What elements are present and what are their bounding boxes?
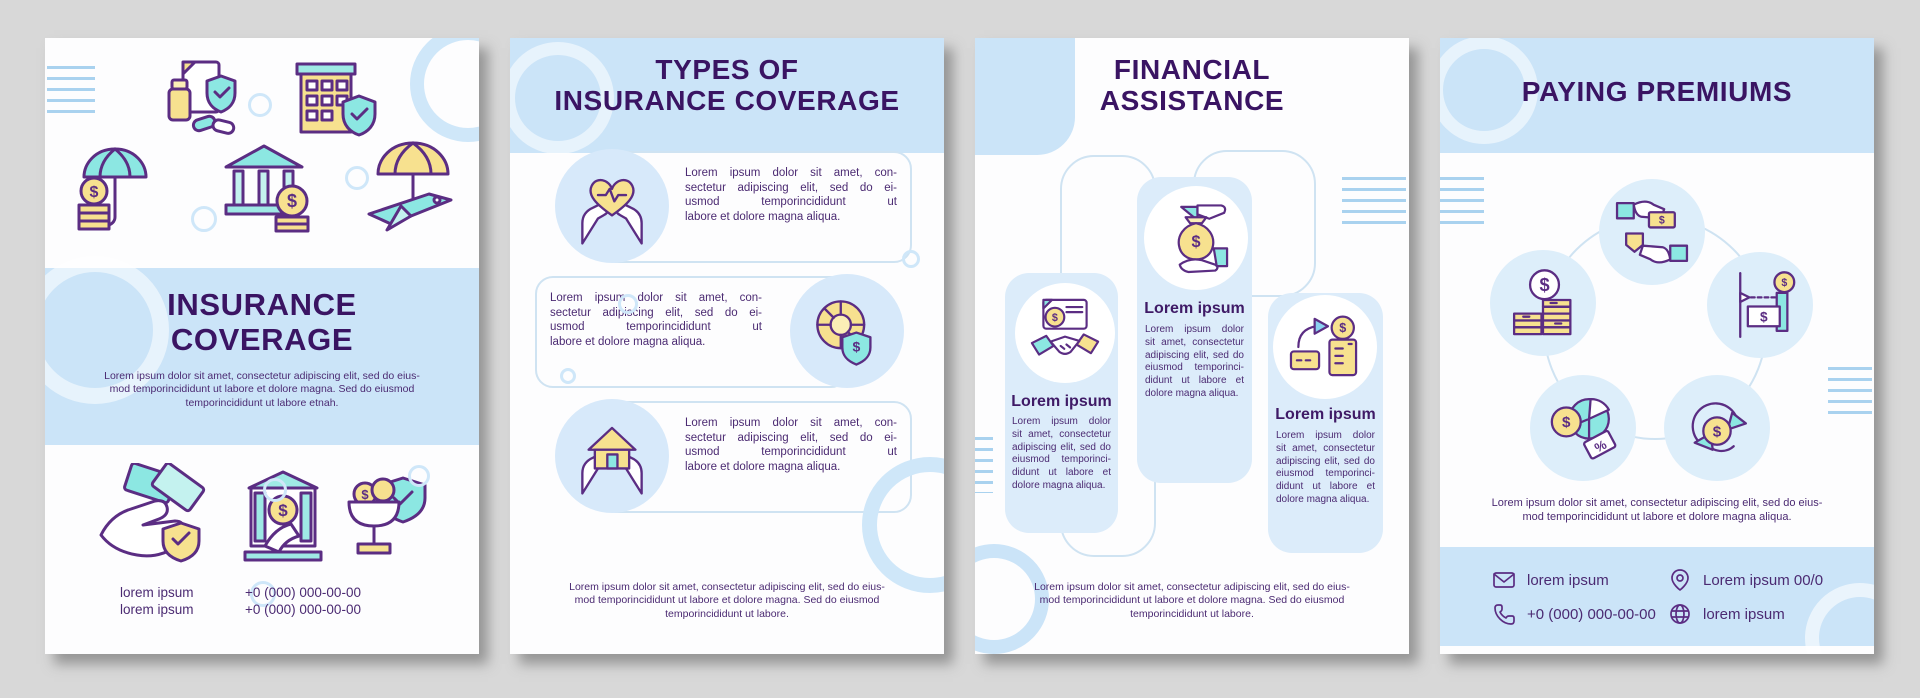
medicine-shield-icon — [165, 58, 239, 138]
intro-paragraph: Lorem ipsum dolor sit amet, consectetur adipiscing elit, sed do eius- mod temporincididunt ut labore et dolore magna. Sed do eiusmod temporincididunt ut labore etnah. — [104, 370, 420, 409]
leaflet-types-of-insurance — [510, 38, 944, 654]
decor-ring — [1805, 583, 1874, 654]
building-shield-icon — [293, 60, 379, 140]
icon-circle — [555, 149, 669, 263]
page-title: PAYING PREMIUMS — [1521, 76, 1793, 107]
bank-coin-icon — [220, 141, 312, 233]
decor-ring — [902, 250, 920, 268]
decor-ring — [410, 38, 479, 142]
contact-label: lorem ipsum — [1703, 605, 1785, 623]
milestone-banner-icon — [1722, 267, 1798, 343]
decor-stripes — [1828, 367, 1872, 421]
heart-in-hands-icon — [573, 167, 651, 245]
umbrella-coins-icon — [75, 143, 153, 237]
globe-icon — [1668, 602, 1692, 626]
decor-stripes — [47, 66, 95, 121]
page-title: TYPES OF INSURANCE COVERAGE — [554, 54, 900, 117]
svg-text:$: $ — [852, 338, 861, 355]
svg-text:$: $ — [1539, 273, 1550, 295]
decor-stripes — [975, 437, 993, 493]
svg-text:$: $ — [361, 487, 369, 502]
umbrella-plane-icon — [357, 138, 467, 236]
svg-text:$: $ — [1712, 423, 1722, 441]
svg-text:$: $ — [278, 501, 288, 520]
icon-circle — [1707, 252, 1813, 358]
footer-paragraph: Lorem ipsum dolor sit amet, consectetur adipiscing elit, sed do eius- mod temporincididunt ut labore et dolore magna aliqua. — [1491, 497, 1823, 524]
decor-stripes — [1440, 177, 1484, 231]
footer-phones: +0 (000) 000-00-00 +0 (000) 000-00-00 — [245, 585, 361, 618]
contact-item — [1668, 568, 1823, 592]
leaflet-financial-assistance — [975, 38, 1409, 654]
svg-text:$: $ — [1562, 414, 1571, 432]
pie-chart-percent-icon — [1545, 390, 1621, 466]
card-text: Lorem ipsum dolor sit amet, consectetur adipiscing elit, sed do eiusmod temporinci- didunt ut labore et dolore magna aliqua. — [1276, 430, 1375, 505]
decor-ring — [408, 465, 430, 487]
hand-cash-shield-icon — [93, 463, 215, 563]
icon-circle — [555, 399, 669, 513]
leaflet-paying-premiums — [1440, 38, 1874, 654]
card-text: Lorem ipsum dolor sit amet, con- sectetur adipiscing elit, sed do ei- usmod temporincididunt ut labore et dolore magna aliqua. — [550, 292, 762, 349]
svg-text:$: $ — [1759, 309, 1768, 325]
recurring-dollar-icon — [1679, 390, 1755, 466]
icon-circle — [1273, 295, 1377, 399]
contact-item — [1668, 602, 1785, 626]
envelope-icon — [1492, 568, 1516, 592]
svg-text:$: $ — [1781, 277, 1788, 289]
leaflet-insurance-coverage — [45, 38, 479, 654]
footer-labels: lorem ipsum lorem ipsum — [120, 585, 194, 618]
contract-handshake-icon — [1029, 297, 1101, 369]
contact-label: +0 (000) 000-00-00 — [1527, 605, 1656, 623]
card-text: Lorem ipsum dolor sit amet, consectetur adipiscing elit, sed do eiusmod temporinci- didunt ut labore et dolore magna aliqua. — [1145, 324, 1244, 399]
coins-stack-icon — [1505, 265, 1581, 341]
icon-circle — [1599, 179, 1705, 285]
footer-paragraph: Lorem ipsum dolor sit amet, consectetur adipiscing elit, sed do eius- mod temporincididunt ut labore et dolore magna. Sed do eiusmod temporincididunt ut labore. — [1034, 581, 1350, 620]
card-to-coins-icon — [1288, 310, 1362, 384]
wheel-shield-icon — [808, 292, 886, 370]
contact-label: Lorem ipsum 00/0 — [1703, 571, 1824, 589]
icon-circle — [1144, 186, 1248, 290]
svg-text:%: % — [1591, 436, 1610, 456]
decor-ring — [248, 93, 272, 117]
svg-text:$: $ — [89, 184, 99, 201]
contact-item — [1492, 568, 1609, 592]
card-heading: Lorem ipsum — [1144, 300, 1245, 317]
card-text: Lorem ipsum dolor sit amet, con- sectetur adipiscing elit, sed do ei- usmod temporincididunt ut labore et dolore magna aliqua. — [685, 417, 897, 474]
svg-text:$: $ — [1051, 311, 1058, 324]
contact-label: lorem ipsum — [1527, 571, 1609, 589]
svg-text:$: $ — [1191, 232, 1201, 251]
decor-stripes — [1342, 177, 1406, 230]
decor-ring — [560, 368, 576, 384]
icon-circle — [1015, 283, 1115, 383]
svg-text:$: $ — [1339, 321, 1347, 336]
icon-circle — [1490, 250, 1596, 356]
phone-icon — [1492, 602, 1516, 626]
house-in-hands-icon — [573, 417, 651, 495]
footer-paragraph: Lorem ipsum dolor sit amet, consectetur adipiscing elit, sed do eius- mod temporincididunt ut labore et dolore magna. Sed do eiusmod temporincididunt ut labore. — [569, 581, 885, 620]
decor-ring — [191, 206, 217, 232]
card-text: Lorem ipsum dolor sit amet, con- sectetur adipiscing elit, sed do ei- usmod temporincididunt ut labore et dolore magna aliqua. — [685, 167, 897, 224]
contact-band — [1440, 547, 1874, 646]
icon-circle — [1530, 375, 1636, 481]
card-text: Lorem ipsum dolor sit amet, consectetur adipiscing elit, sed do eiusmod temporinci- didunt ut labore et dolore magna aliqua. — [1012, 416, 1111, 491]
icon-circle — [1664, 375, 1770, 481]
svg-text:$: $ — [1658, 214, 1665, 227]
card-heading: Lorem ipsum — [1275, 406, 1376, 423]
icon-circle — [790, 274, 904, 388]
page-title: FINANCIAL ASSISTANCE — [1099, 54, 1285, 117]
svg-text:$: $ — [286, 191, 298, 211]
decor-ring — [618, 294, 638, 314]
page-title: INSURANCE COVERAGE — [167, 287, 357, 357]
contact-item — [1492, 602, 1656, 626]
bank-deposit-hand-icon — [237, 466, 331, 564]
money-bag-hand-icon — [1159, 201, 1233, 275]
location-pin-icon — [1668, 568, 1692, 592]
card-heading: Lorem ipsum — [1011, 393, 1112, 410]
decor-ring — [263, 478, 287, 502]
hands-exchange-money-icon — [1614, 194, 1690, 270]
